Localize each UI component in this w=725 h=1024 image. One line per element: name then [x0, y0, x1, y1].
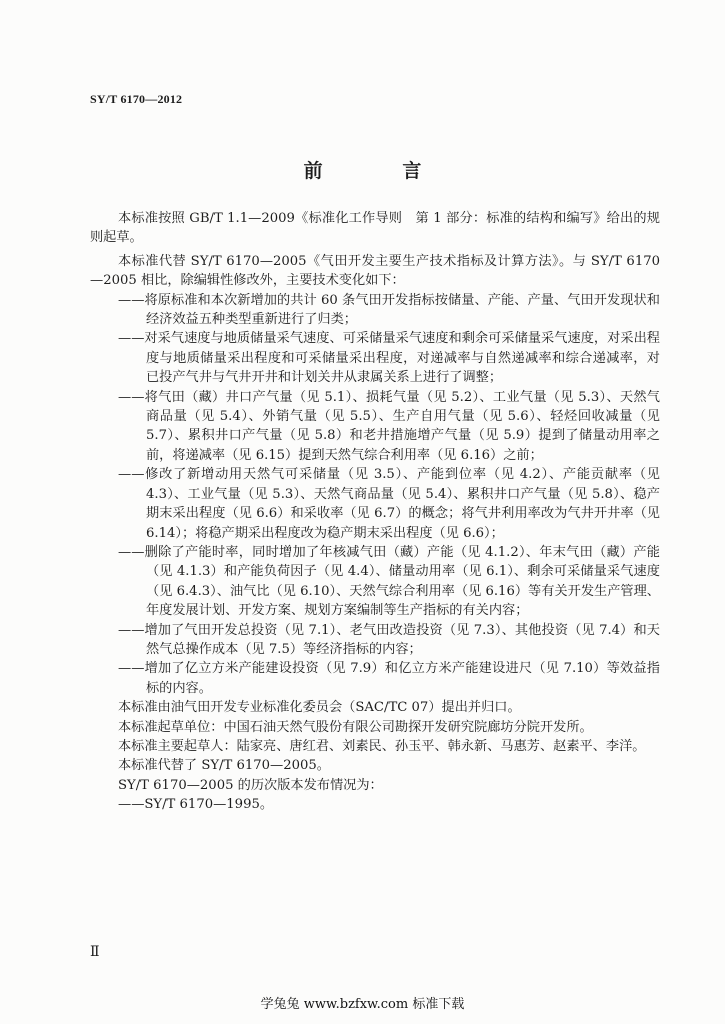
paragraph-drafting-unit: 本标准起草单位：中国石油天然气股份有限公司勘探开发研究院廊坊分院开发所。: [118, 719, 593, 735]
change-item: ——对采气速度与地质储量采气速度、可采储量采气速度和剩余可采储量采气速度，对采出程度与地质储量采出程度和可采储量采出程度，对递减率与自然递减率和综合递减率，对已投产气井与气井开井和计划关井从隶属关系上进行了调整；: [118, 331, 660, 386]
paragraph-history-intro: SY/T 6170—2005 的历次版本发布情况为：: [118, 777, 383, 793]
standard-code-header: SY/T 6170—2012: [90, 92, 183, 106]
watermark-footer: 学兔兔 www.bzfxw.com 标准下载: [260, 997, 465, 1012]
paragraph-replacement: 本标准代替 SY/T 6170—2005《气田开发主要生产技术指标及计算方法》。与 SY/T 6170—2005 相比，除编辑性修改外，主要技术变化如下：: [90, 253, 660, 289]
change-item: ——修改了新增动用天然气可采储量（见 3.5）、产能到位率（见 4.2）、产能贡献率（见 4.3）、工业气量（见 5.3）、天然气商品量（见 5.4）、累积井口产气量（见 5.8）、稳产期末采出程度（见 6.6）和采收率（见 6.7）的概念；将气井利用率改为气井开井率（见 6.14）；将稳产期采出程度改为稳产期末采出程度（见 6.6）；: [118, 467, 660, 541]
paragraph-drafting-rules: 本标准按照 GB/T 1.1—2009《标准化工作导则 第 1 部分：标准的结构和编写》给出的规则起草。: [90, 211, 660, 246]
paragraph-proposer: 本标准由油气田开发专业标准化委员会（SAC/TC 07）提出并归口。: [118, 700, 521, 716]
paragraph-supersedes: 本标准代替了 SY/T 6170—2005。: [118, 758, 330, 774]
paragraph-drafters: 本标准主要起草人：陆家亮、唐红君、刘素民、孙玉平、韩永新、马惠芳、赵素平、李洋。: [118, 738, 646, 754]
page-title: 前 言: [303, 160, 452, 182]
change-item: ——增加了亿立方米产能建设投资（见 7.9）和亿立方米产能建设进尺（见 7.10）等效益指标的内容。: [118, 661, 660, 696]
change-item: ——增加了气田开发总投资（见 7.1）、老气田改造投资（见 7.3）、其他投资（见 7.4）和天然气总操作成本（见 7.5）等经济指标的内容；: [118, 622, 660, 657]
page-number: Ⅱ: [90, 945, 100, 960]
change-item: ——将气田（藏）井口产气量（见 5.1）、损耗气量（见 5.2）、工业气量（见 5.3）、天然气商品量（见 5.4）、外销气量（见 5.5）、生产自用气量（见 5.6）、轻烃回收减量（见 5.7）、累积井口产气量（见 5.8）和老井措施增产气量（见 5.9）提到了储量动用率之前，将递减率（见 6.15）提到天然气综合利用率（见 6.16）之前；: [118, 389, 660, 463]
history-item: ——SY/T 6170—1995。: [118, 797, 274, 813]
change-item: ——删除了产能时率，同时增加了年核减气田（藏）产能（见 4.1.2）、年末气田（藏）产能（见 4.1.3）和产能负荷因子（见 4.4）、储量动用率（见 6.1）、剩余可采储量采气速度（见 6.4.3）、油气比（见 6.10）、天然气综合利用率（见 6.16）等有关开发生产管理、年度发展计划、开发方案、规划方案编制等生产指标的有关内容；: [118, 544, 660, 619]
foreword-body: [90, 209, 660, 815]
change-item: ——将原标准和本次新增加的共计 60 条气田开发指标按储量、产能、产量、气田开发现状和经济效益五种类型重新进行了归类；: [118, 292, 660, 328]
